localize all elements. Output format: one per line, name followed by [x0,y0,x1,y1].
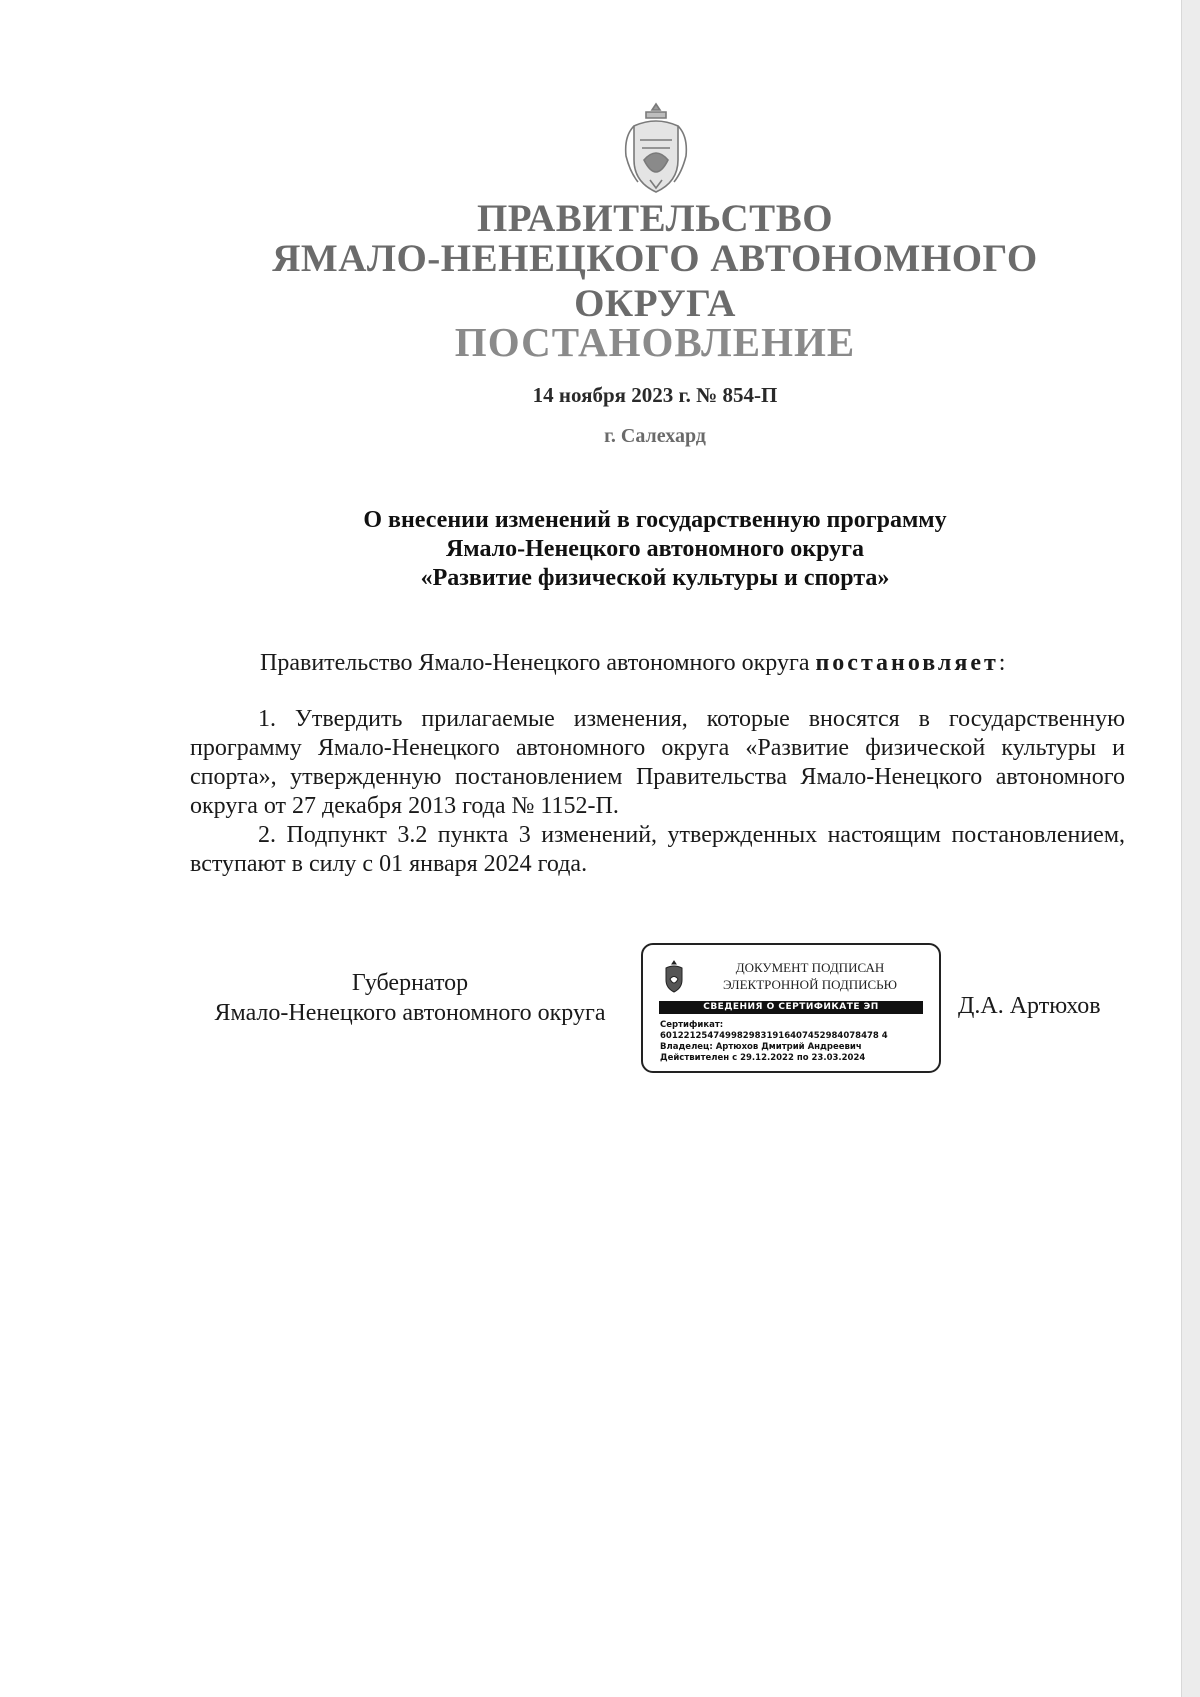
signatory-position [190,968,630,1028]
page-edge-scrollbar [1181,0,1200,1697]
certificate-owner: Владелец: Артюхов Дмитрий Андреевич [660,1042,862,1052]
government-title-line1: ПРАВИТЕЛЬСТВО [476,197,834,240]
document-date-number: 14 ноября 2023 г. № 854-П [532,383,778,407]
preamble-tail: : [998,650,1006,676]
resolution-body [190,705,1125,879]
electronic-signature-stamp [641,943,941,1073]
certificate-number: 6012212547499829831916407452984078478 4 [660,1031,888,1041]
subject-line: Ямало-Ненецкого автономного округа [445,536,865,562]
stamp-heading-line: ЭЛЕКТРОННОЙ ПОДПИСЬЮ [723,977,897,992]
preamble [260,650,1005,677]
preamble-text: Правительство Ямало-Ненецкого автономного округа [260,650,816,676]
subject-line: О внесении изменений в государственную программу [363,507,947,533]
preamble-resolves: постановляет [815,650,999,676]
signer-name: Д.А. Артюхов [958,993,1101,1019]
subject-line: «Развитие физической культуры и спорта» [420,565,890,591]
stamp-heading-line: ДОКУМЕНТ ПОДПИСАН [735,960,885,975]
government-title-line2: ЯМАЛО-НЕНЕЦКОГО АВТОНОМНОГО ОКРУГА [272,237,1038,325]
stamp-emblem-icon [661,959,687,995]
resolution-paragraph-2: 2. Подпункт 3.2 пункта 3 изменений, утвержденных настоящим постановлением, вступают в силу с 01 января 2024 года. [190,822,1125,877]
certificate-validity: Действителен с 29.12.2022 по 23.03.2024 [660,1053,866,1063]
document-type-title: ПОСТАНОВЛЕНИЕ [454,319,856,365]
stamp-heading [695,959,925,993]
stamp-certificate-details [660,1020,932,1064]
position-line: Ямало-Ненецкого автономного округа [214,1000,606,1026]
position-line: Губернатор [351,970,469,996]
document-city: г. Салехард [604,425,706,447]
certificate-label: Сертификат: [660,1020,724,1030]
stamp-certificate-bar: СВЕДЕНИЯ О СЕРТИФИКАТЕ ЭП [659,1001,923,1014]
coat-of-arms-emblem [620,100,692,200]
document-subject [190,506,1120,593]
resolution-paragraph-1: 1. Утвердить прилагаемые изменения, которые вносятся в государственную программу Ямало-Ненецкого автономного округа «Развитие физической культуры и спорта», утвержденную постановлением Правительства Ямало-Ненецкого автономного округа от 27 декабря 2013 года № 1152-П. [190,706,1125,819]
